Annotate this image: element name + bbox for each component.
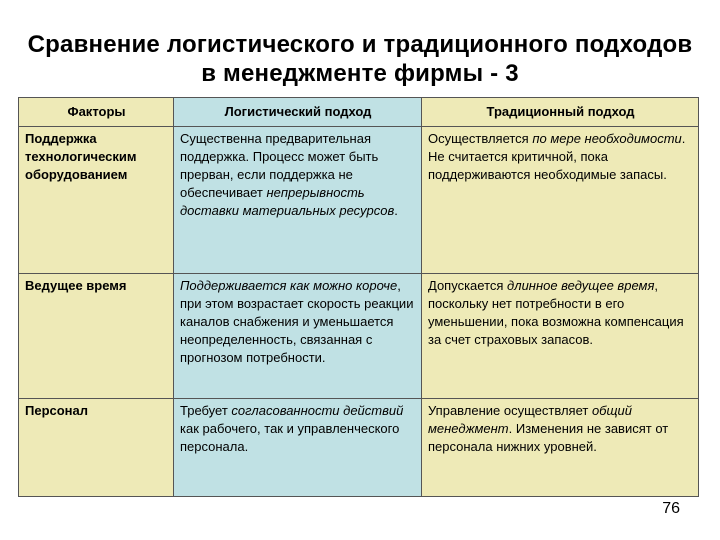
- cell-text: . Не считается критичной, пока поддерживаются необходимые запасы.: [428, 131, 686, 182]
- cell-text: .: [394, 203, 398, 218]
- factor-cell: Ведущее время: [19, 274, 174, 399]
- comparison-table: [18, 97, 699, 497]
- cell-text: , поскольку нет потребности в его уменьшении, пока возможна компенсация за счет страховых запасов.: [428, 278, 684, 347]
- cell-text-italic: Поддерживается как можно короче: [180, 278, 398, 293]
- traditional-cell: [422, 274, 699, 399]
- cell-text-italic: согласованности действий: [231, 403, 404, 418]
- table-row: [19, 127, 699, 274]
- cell-text: Допускается: [428, 278, 508, 293]
- cell-text: Существенна предварительная поддержка. Процесс может быть прерван, если поддержка не обеспечивает: [180, 131, 379, 200]
- logistic-cell: [174, 399, 422, 497]
- factor-cell: Персонал: [19, 399, 174, 497]
- cell-text-italic: общий менеджмент: [428, 403, 633, 436]
- page-number: 76: [662, 500, 680, 517]
- logistic-cell: [174, 127, 422, 274]
- cell-text: , при этом возрастает скорость реакции каналов снабжения и уменьшается неопределенность, связанная с прогнозом потребности.: [180, 278, 414, 365]
- cell-text: Требует: [180, 403, 232, 418]
- slide-title: [0, 30, 720, 88]
- header-logistic-approach: Логистический подход: [174, 98, 422, 127]
- cell-text: как рабочего, так и управленческого персонала.: [180, 421, 400, 454]
- slide-title-line-1: Сравнение логистического и традиционного подходов: [27, 31, 693, 58]
- table-header-row: [19, 98, 699, 127]
- traditional-cell: [422, 127, 699, 274]
- header-factors: Факторы: [19, 98, 174, 127]
- cell-text-italic: длинное ведущее время: [507, 278, 655, 293]
- cell-text-italic: по мере необходимости: [532, 131, 682, 146]
- cell-text: . Изменения не зависят от персонала нижних уровней.: [428, 421, 669, 454]
- table-row: [19, 274, 699, 399]
- header-traditional-approach: Традиционный подход: [422, 98, 699, 127]
- cell-text: Управление осуществляет: [428, 403, 592, 418]
- table-row: [19, 399, 699, 497]
- cell-text: Осуществляется: [428, 131, 533, 146]
- factor-cell: Поддержка технологическим оборудованием: [19, 127, 174, 274]
- logistic-cell: [174, 274, 422, 399]
- slide-title-line-2: в менеджменте фирмы - 3: [201, 60, 519, 87]
- cell-text-italic: непрерывность доставки материальных ресурсов: [180, 185, 395, 218]
- traditional-cell: [422, 399, 699, 497]
